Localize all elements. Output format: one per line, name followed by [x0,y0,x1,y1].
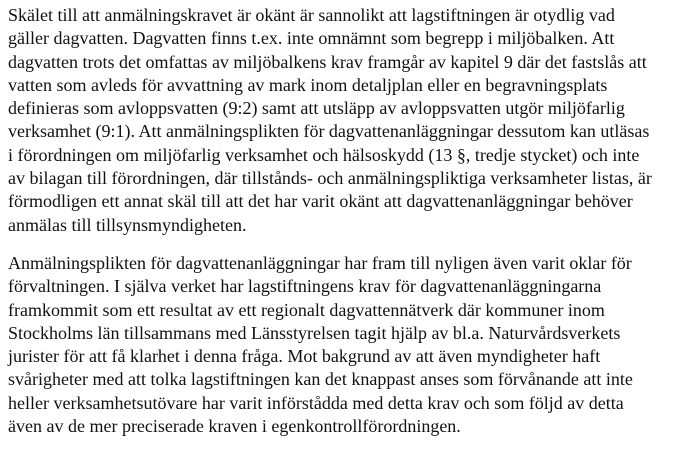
text-line: förmodligen ett annat skäl till att det har varit okänt att dagvattenanläggningar behöver [8,191,633,212]
text-line: Stockholms län tillsammans med Länsstyrelsen tagit hjälp av bl.a. Naturvårdsverkets [8,322,621,343]
text-line: även av de mer preciserade kraven i egenkontrollförordningen. [8,416,461,437]
text-line: heller verksamhetsutövare har varit införstådda med detta krav och som följd av detta [8,392,624,413]
text-line: framkommit som ett resultat av ett regionalt dagvattennätverk där kommuner inom [8,299,605,320]
paragraph-2 [8,252,698,438]
text-line: i förordningen om miljöfarlig verksamhet och hälsoskydd (13 §, tredje stycket) och inte [8,144,640,165]
text-line: gäller dagvatten. Dagvatten finns t.ex. inte omnämnt som begrepp i miljöbalken. Att [8,28,615,49]
text-line: anmälas till tillsynsmyndigheten. [8,214,247,235]
text-line: definieras som avloppsvatten (9:2) samt att utsläpp av avloppsvatten utgör miljöfarlig [8,98,625,119]
text-line: förvaltningen. I själva verket har lagstiftningens krav för dagvattenanläggningarna [8,276,602,297]
text-line: jurister för att få klarhet i denna fråga. Mot bakgrund av att även myndigheter haft [8,346,601,367]
text-line: verksamhet (9:1). Att anmälningsplikten för dagvattenanläggningar dessutom kan utläsas [8,121,650,142]
text-line: Skälet till att anmälningskravet är okänt är sannolikt att lagstiftningen är otydlig vad [8,5,615,25]
text-line: dagvatten trots det omfattas av miljöbalkens krav framgår av kapitel 9 där det fastslås att [8,51,647,72]
document-body [8,4,698,438]
paragraph-1 [8,4,698,237]
text-line: av bilagan till förordningen, där tillstånds- och anmälningspliktiga verksamheter listas, är [8,168,652,189]
text-line: Anmälningsplikten för dagvattenanläggningar har fram till nyligen även varit oklar för [8,252,632,273]
text-line: vatten som avleds för avvattning av mark inom detaljplan eller en begravningsplats [8,74,608,95]
text-line: svårigheter med att tolka lagstiftningen kan det knappast anses som förvånande att inte [8,369,633,390]
